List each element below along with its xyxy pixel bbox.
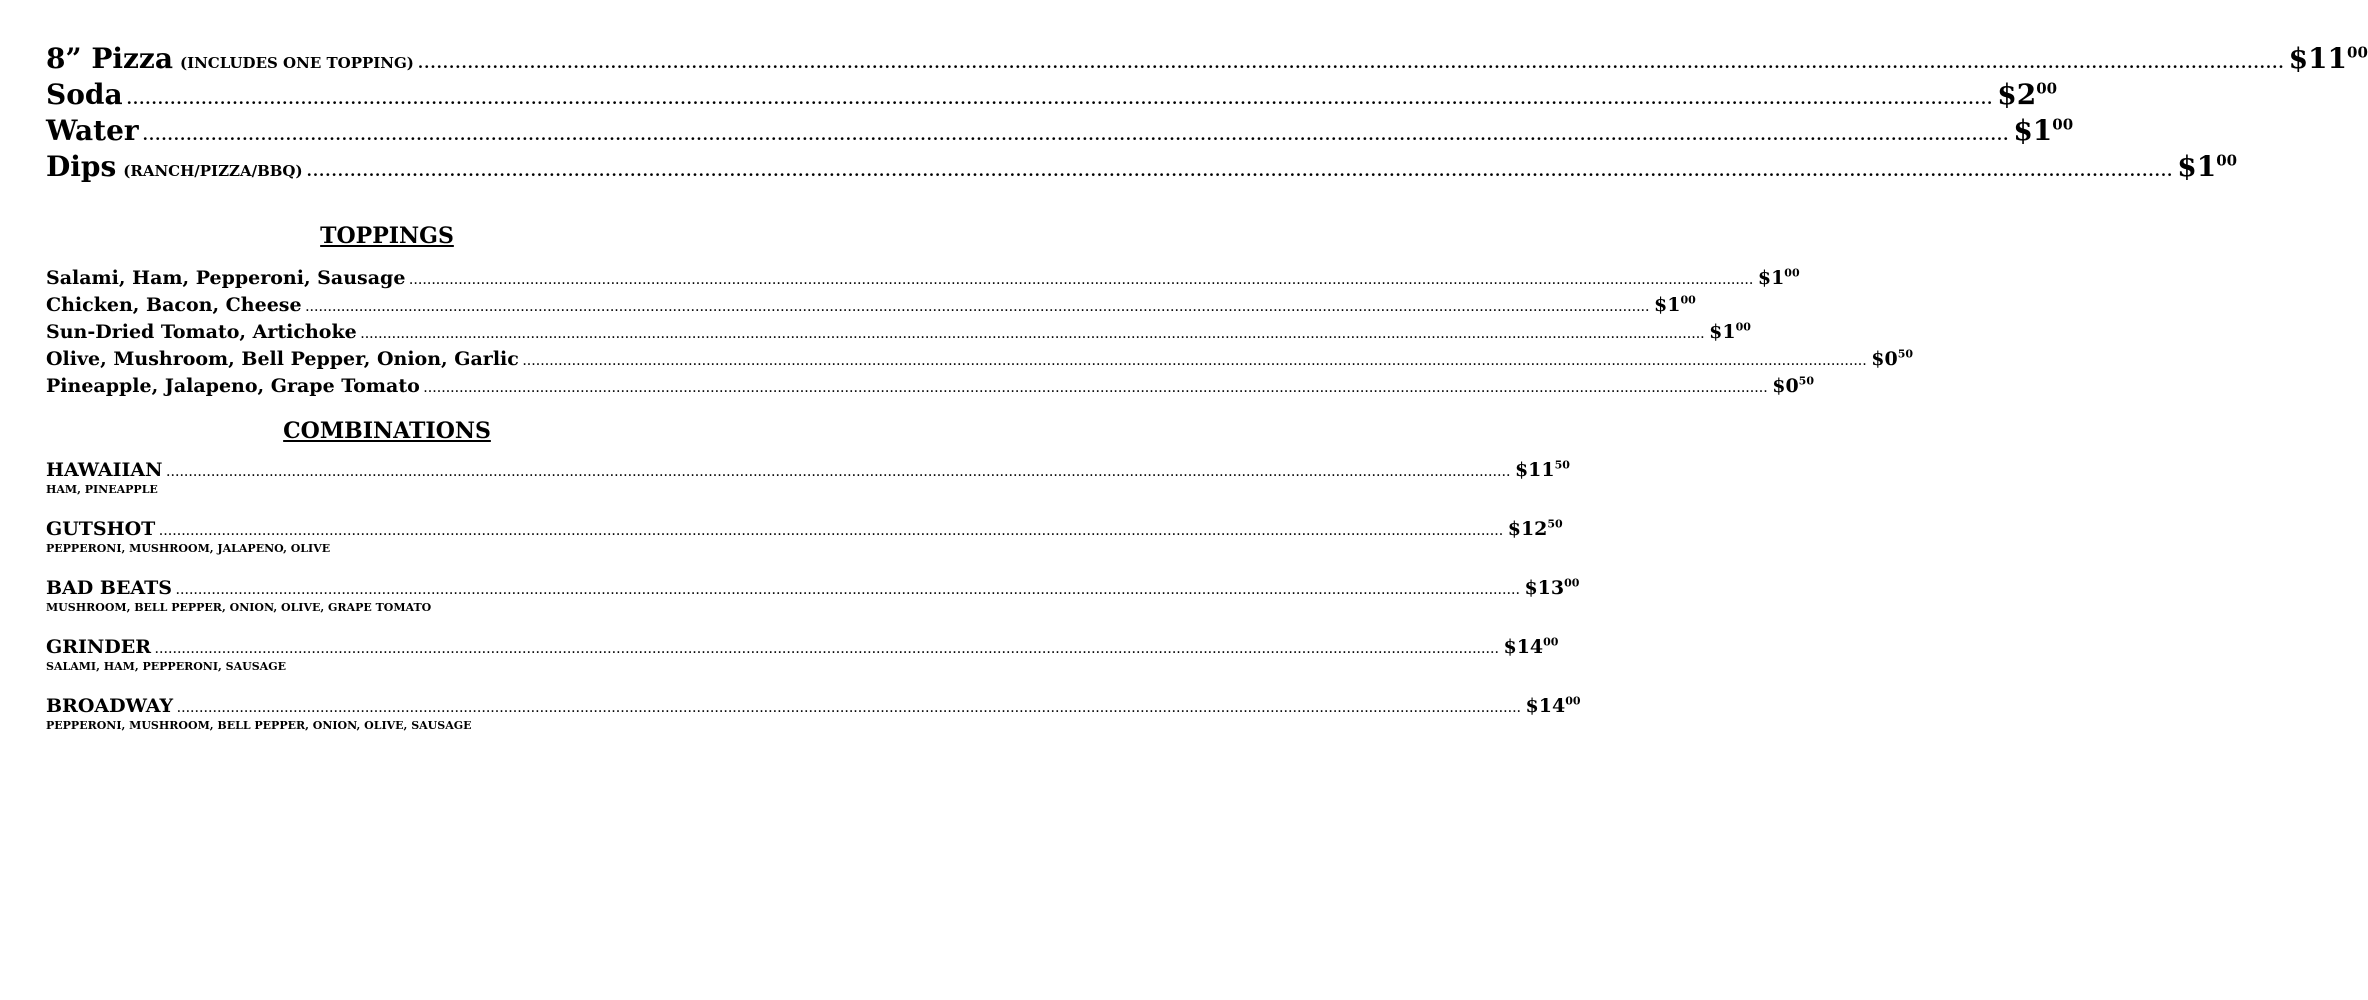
- topping-name: Chicken, Bacon, Cheese: [46, 294, 302, 316]
- dot-leader: ............................................................................................................................................................................................................................................................................................................: [423, 384, 1769, 395]
- item-price: $\$1^{00}$: [2177, 150, 2238, 183]
- combination-price: $\$14^{00}$: [1525, 694, 1581, 717]
- item-name: Dips: [46, 150, 117, 183]
- combinations-heading: COMBINATIONS: [283, 418, 491, 444]
- combination-item: [46, 635, 1559, 695]
- combination-name: HAWAIIAN: [46, 459, 163, 481]
- topping-price: $\$0^{50}$: [1871, 347, 1914, 370]
- combination-price: $\$12^{50}$: [1507, 517, 1563, 540]
- toppings-list: [46, 266, 1914, 402]
- topping-item: [46, 347, 1914, 375]
- topping-price: $\$1^{00}$: [1757, 266, 1800, 289]
- combination-description: HAM, PINEAPPLE: [46, 483, 158, 496]
- combination-price: $\$14^{00}$: [1503, 635, 1559, 658]
- dot-leader: ............................................................................................................................................................................................................................................................................................................: [360, 330, 1706, 341]
- dot-leader: ............................................................................................................................................................................................................................................................................................................: [142, 126, 2010, 144]
- combination-description: MUSHROOM, BELL PEPPER, ONION, OLIVE, GRAPE TOMATO: [46, 601, 432, 614]
- combination-description: SALAMI, HAM, PEPPERONI, SAUSAGE: [46, 660, 286, 673]
- topping-price: $\$1^{00}$: [1654, 293, 1696, 316]
- dot-leader: ............................................................................................................................................................................................................................................................................................................: [126, 90, 1994, 108]
- topping-item: [46, 293, 1696, 321]
- dot-leader: ............................................................................................................................................................................................................................................................................................................: [155, 645, 1500, 656]
- item-note: (INCLUDES ONE TOPPING): [179, 54, 414, 72]
- item-note: (RANCH/PIZZA/BBQ): [123, 162, 303, 180]
- combination-description: PEPPERONI, MUSHROOM, BELL PEPPER, ONION, OLIVE, SAUSAGE: [46, 719, 472, 732]
- topping-item: [46, 266, 1800, 294]
- item-price: $\$1^{00}$: [2013, 114, 2074, 147]
- main-items: [46, 42, 2368, 186]
- item-name: Soda: [46, 78, 123, 111]
- item-name: Water: [46, 114, 139, 147]
- menu-item: [46, 78, 2058, 114]
- combination-name: BAD BEATS: [46, 577, 172, 599]
- menu-item: [46, 42, 2368, 78]
- dot-leader: ............................................................................................................................................................................................................................................................................................................: [522, 357, 1868, 368]
- dot-leader: ............................................................................................................................................................................................................................................................................................................: [417, 54, 2285, 72]
- combination-item: [46, 517, 1563, 577]
- combination-price: $\$13^{00}$: [1524, 576, 1580, 599]
- dot-leader: ............................................................................................................................................................................................................................................................................................................: [409, 276, 1754, 287]
- combination-name: GUTSHOT: [46, 518, 156, 540]
- dot-leader: ............................................................................................................................................................................................................................................................................................................: [176, 586, 1521, 597]
- topping-name: Sun-Dried Tomato, Artichoke: [46, 321, 357, 343]
- dot-leader: ............................................................................................................................................................................................................................................................................................................: [159, 527, 1504, 538]
- combinations-list: [46, 458, 1581, 754]
- menu-item: [46, 114, 2074, 150]
- topping-name: Salami, Ham, Pepperoni, Sausage: [46, 267, 406, 289]
- combination-description: PEPPERONI, MUSHROOM, JALAPENO, OLIVE: [46, 542, 331, 555]
- topping-price: $\$1^{00}$: [1709, 320, 1751, 343]
- topping-name: Olive, Mushroom, Bell Pepper, Onion, Garlic: [46, 348, 519, 370]
- dot-leader: ............................................................................................................................................................................................................................................................................................................: [177, 704, 1522, 715]
- combination-item: [46, 458, 1570, 518]
- combination-item: [46, 576, 1580, 636]
- item-price: $\$2^{00}$: [1997, 78, 2058, 111]
- combination-name: BROADWAY: [46, 695, 174, 717]
- item-name: 8” Pizza: [46, 42, 173, 75]
- dot-leader: ............................................................................................................................................................................................................................................................................................................: [306, 162, 2174, 180]
- topping-name: Pineapple, Jalapeno, Grape Tomato: [46, 375, 420, 397]
- topping-item: [46, 374, 1814, 402]
- dot-leader: ............................................................................................................................................................................................................................................................................................................: [166, 468, 1511, 479]
- combination-name: GRINDER: [46, 636, 152, 658]
- dot-leader: ............................................................................................................................................................................................................................................................................................................: [305, 303, 1651, 314]
- item-price: $\$11^{00}$: [2288, 42, 2368, 75]
- combination-item: [46, 694, 1581, 754]
- topping-item: [46, 320, 1751, 348]
- menu-item: [46, 150, 2238, 186]
- combination-price: $\$11^{50}$: [1514, 458, 1570, 481]
- toppings-heading: TOPPINGS: [320, 223, 454, 249]
- menu-page: [46, 42, 2368, 754]
- topping-price: $\$0^{50}$: [1772, 374, 1814, 397]
